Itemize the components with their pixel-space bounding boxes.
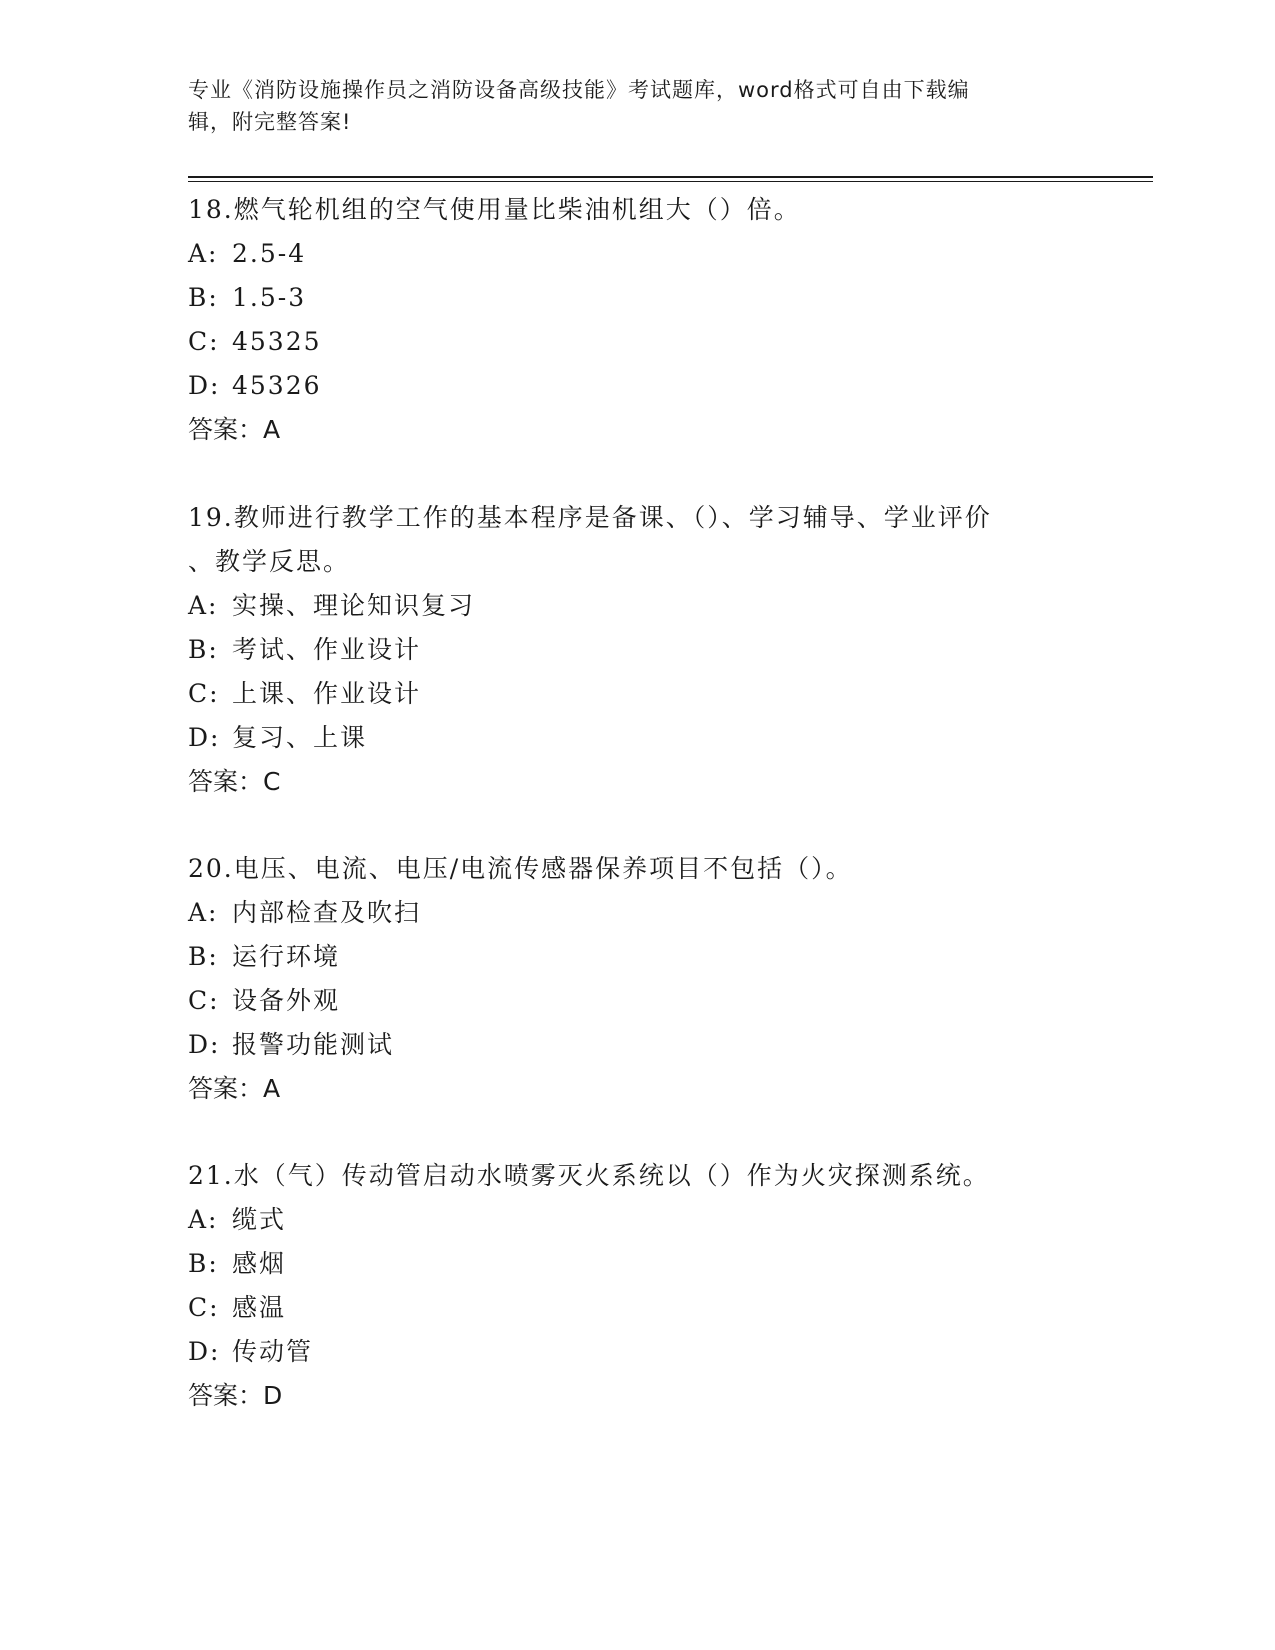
option-d xyxy=(188,1023,1088,1067)
option-a xyxy=(188,232,1088,276)
option-key: C: xyxy=(188,327,220,356)
answer: 答案：A xyxy=(188,415,281,444)
answer: 答案：C xyxy=(188,767,281,796)
option-key: C: xyxy=(188,986,220,1015)
option-text: 考试、作业设计 xyxy=(232,635,422,664)
option-a xyxy=(188,584,1088,628)
option-a xyxy=(188,891,1088,935)
option-d xyxy=(188,1330,1088,1374)
header-line-1: 专业《消防设施操作员之消防设备高级技能》考试题库，word格式可自由下载编 xyxy=(188,78,970,102)
option-c xyxy=(188,979,1088,1023)
option-key: A: xyxy=(188,898,219,927)
header-line-2: 辑，附完整答案! xyxy=(188,110,352,134)
option-d xyxy=(188,716,1088,760)
option-text: 感烟 xyxy=(232,1249,287,1278)
option-key: C: xyxy=(188,679,220,708)
answer: 答案：D xyxy=(188,1381,283,1410)
option-key: B: xyxy=(188,1249,219,1278)
question-stem: 21.水（气）传动管启动水喷雾灭火系统以（）作为火灾探测系统。 xyxy=(188,1161,990,1190)
question-stem: 20.电压、电流、电压/电流传感器保养项目不包括（）。 xyxy=(188,854,853,883)
option-a xyxy=(188,1198,1088,1242)
option-key: A: xyxy=(188,1205,219,1234)
header-divider-thin xyxy=(188,181,1153,182)
option-c xyxy=(188,1286,1088,1330)
option-key: B: xyxy=(188,635,219,664)
question-stem-continued: 、教学反思。 xyxy=(188,547,351,576)
question-stem: 18.燃气轮机组的空气使用量比柴油机组大（）倍。 xyxy=(188,195,801,224)
document-header xyxy=(188,74,1068,138)
option-key: C: xyxy=(188,1293,220,1322)
option-text: 45325 xyxy=(232,327,322,356)
option-text: 复习、上课 xyxy=(232,723,368,752)
option-b xyxy=(188,628,1088,672)
option-text: 实操、理论知识复习 xyxy=(232,591,476,620)
option-c xyxy=(188,320,1088,364)
option-key: D: xyxy=(188,723,221,752)
question-19 xyxy=(188,496,1088,804)
option-text: 传动管 xyxy=(232,1337,314,1366)
option-text: 内部检查及吹扫 xyxy=(232,898,422,927)
option-key: D: xyxy=(188,1337,221,1366)
option-b xyxy=(188,1242,1088,1286)
option-text: 感温 xyxy=(232,1293,287,1322)
option-b xyxy=(188,935,1088,979)
option-c xyxy=(188,672,1088,716)
option-text: 1.5-3 xyxy=(232,283,307,312)
option-text: 设备外观 xyxy=(232,986,341,1015)
option-key: D: xyxy=(188,371,221,400)
option-text: 报警功能测试 xyxy=(232,1030,395,1059)
question-21 xyxy=(188,1154,1088,1418)
question-20 xyxy=(188,847,1088,1111)
option-d xyxy=(188,364,1088,408)
option-key: D: xyxy=(188,1030,221,1059)
option-text: 上课、作业设计 xyxy=(232,679,422,708)
option-key: A: xyxy=(188,591,219,620)
question-stem: 19.教师进行教学工作的基本程序是备课、（）、学习辅导、学业评价 xyxy=(188,503,992,532)
option-key: A: xyxy=(188,239,219,268)
option-b xyxy=(188,276,1088,320)
option-text: 运行环境 xyxy=(232,942,341,971)
answer: 答案：A xyxy=(188,1074,281,1103)
option-text: 缆式 xyxy=(232,1205,287,1234)
question-18 xyxy=(188,188,1088,452)
option-key: B: xyxy=(188,283,219,312)
option-text: 2.5-4 xyxy=(232,239,307,268)
option-text: 45326 xyxy=(232,371,322,400)
option-key: B: xyxy=(188,942,219,971)
header-divider-thick xyxy=(188,176,1153,178)
